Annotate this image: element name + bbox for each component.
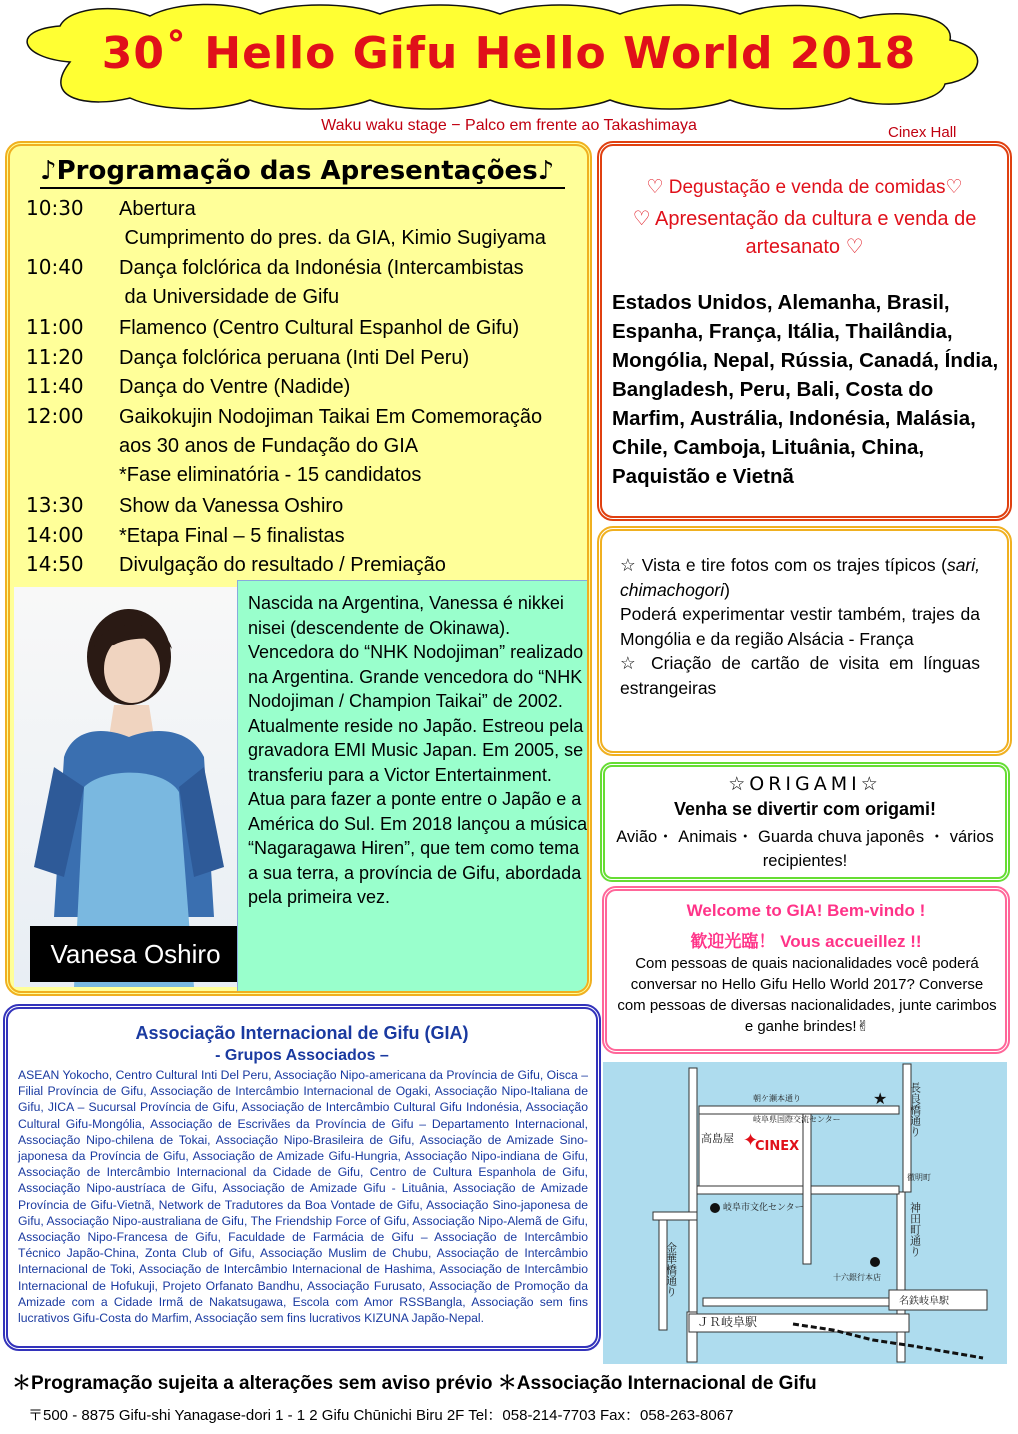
- program-row-time: 13:30: [26, 493, 84, 517]
- welcome-line-1: Welcome to GIA! Bem-vindo !: [686, 901, 926, 920]
- program-row-text: *Etapa Final – 5 finalistas: [119, 524, 345, 547]
- map-label-kinshin: 徹明町: [907, 1173, 931, 1182]
- food-culture-panel: [597, 141, 1012, 521]
- costume-line-2: Poderá experimentar vestir também, trajes da Mongólia e da região Alsácia - França: [620, 604, 980, 649]
- program-row-time: 12:00: [26, 403, 84, 428]
- page-title: 30˚ Hello Gifu Hello World 2018: [101, 28, 917, 79]
- program-row: [26, 372, 350, 402]
- gia-title: Associação Internacional de Gifu (GIA): [135, 1023, 469, 1043]
- program-row-text: Dança folclórica da Indonésia (Intercambistas: [119, 257, 524, 280]
- welcome-panel: [602, 886, 1010, 1054]
- gia-groups-list: ASEAN Yokocho, Centro Cultural Inti Del Peru, Associação Nipo-americana da Província de Gifu, Oisca – Filial Província de Gifu, Associação de Intercâmbio Internacional de Ogaki, Associação Nipo-Italiana de Gifu, JICA – Sucursal Província de Gifu, Associação de Intercâmbio Cultural Gifu Indonésia, Associação Cultural Gifu-Mongólia, Associação de Escrivães da Província de Gifu – Departamento Internacional, Associação Nipo-chilena de Tokai, Associação Nipo-Brasileira de Gifu, Associação de Amizade Sino-japonesa da Província de Gifu, Associação de Amizade Gifu-Hungria, Associação Nipo-indiana de Gifu, Associação de Intercâmbio Internacional da Cidade de Gifu, Centro de Cultura Espanhola de Gifu, Associação Nipo-austríaca de Gifu, Associação de Amizade Gifu - Lituânia, Associação de Amizade Província de Gifu-Vietnã, Network de Tradutores da Boa Vontade de Gifu, Associação Sino-japonesa de Gifu, Associação Nipo-australiana de Gifu, The Friendship Force of Gifu, Associação Nipo-Alemã de Gifu, Associação Nipo-Francesa de Gifu, Faculdade de Farmácia de Gifu – Associação de Intercâmbio Técnico Japão-China, Zonta Club of Gifu, Associação Muslim de Chubu, Associação de Intercâmbio Internacional de Toki, Associação de Intercâmbio Internacional de Hashima, Associação de Intercâmbio Internacional de Hofukuji, Projeto Orfanato Bandhu, Associação Furusato, Associação de Promoção da Amizade com a Cidade Irmã de Nakatsugawa, Escola com Amor RSSBangla, Associação sem fins lucrativos Gifu-Costa do Marfim, Associação sem fins lucrativos KIZUNA Japão-Nepal.: [18, 1068, 588, 1326]
- program-title-underline: [40, 187, 565, 189]
- program-row-text: *Fase eliminatória - 15 candidatos: [119, 464, 422, 487]
- food-line-2: ♡ Apresentação da cultura e venda de: [632, 208, 977, 230]
- program-row-text: Dança do Ventre (Nadide): [119, 376, 351, 399]
- program-panel: [5, 141, 592, 996]
- map-label-juroku: 十六銀行本店: [833, 1273, 881, 1282]
- map-label-kinka: 金華橋通り: [664, 1242, 678, 1297]
- program-title: ♪Programação das Apresentações♪: [40, 156, 555, 186]
- program-row-time: 14:00: [26, 522, 84, 547]
- program-row-time: 11:20: [26, 344, 84, 369]
- program-row-text: Dança folclórica peruana (Inti Del Peru): [119, 346, 470, 369]
- origami-items: Avião・ Animais・ Guarda chuva japonês ・ vários recipientes!: [616, 828, 994, 870]
- map-drawing: [603, 1062, 1007, 1364]
- footer-notice: ＊Programação sujeita a alterações sem aviso prévio ＊Associação Internacional de Gifu: [12, 1373, 817, 1394]
- costume-line-3: ☆ Criação de cartão de visita em línguas estrangeiras: [620, 653, 980, 698]
- program-row-time: 14:50: [26, 552, 84, 577]
- venue-label: Cinex Hall: [888, 124, 957, 141]
- program-row: [26, 194, 196, 224]
- bunka-marker-icon: [710, 1203, 720, 1213]
- map-label-jr: ＪＲ岐阜駅: [697, 1315, 758, 1329]
- bank-marker-icon: [870, 1257, 880, 1267]
- program-row: [26, 283, 339, 312]
- gia-panel: [3, 1004, 601, 1351]
- program-row-text: Show da Vanessa Oshiro: [119, 495, 344, 517]
- cinex-star-icon: ✦: [743, 1130, 759, 1151]
- costume-line-1-post: ): [724, 579, 730, 600]
- performer-bio-text: Nascida na Argentina, Vanessa é nikkei nisei (descendente de Okinawa). Vencedora do “NHK Nodojiman” realizado na Argentina. Grande vencedora do “NHK Nodojiman / Champion Taikai” de 2002. Atualmente reside no Japão. Estreou pela gravadora EMI Music Japan. Em 2005, se transferiu para a Victor Entertainment. Atua para fazer a ponte entre o Japão e a América do Sul. Em 2018 lançou a música “Nagaragawa Hiren”, que tem como tema a sua terra, a província de Gifu, abordada pela primeira vez.: [248, 593, 588, 907]
- performer-bio-panel: [237, 580, 592, 992]
- program-row: [26, 402, 542, 432]
- costume-text: [620, 553, 980, 700]
- program-row: [26, 461, 421, 490]
- program-row-text: da Universidade de Gifu: [119, 286, 340, 309]
- program-row-time: 10:30: [26, 196, 84, 220]
- program-row: [26, 432, 418, 461]
- program-row-text: Abertura: [119, 198, 196, 220]
- program-row-time: 11:00: [26, 314, 84, 339]
- map-label-kanda: 神田町通り: [908, 1202, 922, 1257]
- program-row-text: Gaikokujin Nodojiman Taikai Em Comemoração: [119, 405, 543, 428]
- program-row-time: 10:40: [26, 255, 84, 280]
- performer-name-label: Vanesa Oshiro: [30, 926, 241, 982]
- program-row: [26, 491, 343, 521]
- welcome-body: Com pessoas de quais nacionalidades você poderá conversar no Hello Gifu Hello World 2017? Converse com pessoas de diversas nacionalidades, junte carimbos e ganhe brindes!✌: [617, 955, 997, 1035]
- program-row-text: Divulgação do resultado / Premiação: [119, 554, 446, 577]
- food-line-1: ♡ Degustação e venda de comidas♡: [646, 177, 963, 198]
- program-row-text: Cumprimento do pres. da GIA, Kimio Sugiyama: [119, 226, 546, 249]
- origami-title: ☆ORIGAMI☆: [728, 773, 882, 795]
- center-star-icon: ★: [873, 1089, 888, 1108]
- map-label-asahi: 朝ケ瀬本通り: [753, 1094, 801, 1103]
- gia-subtitle: - Grupos Associados –: [215, 1047, 389, 1064]
- map-label-nagara: 長良橋通り: [908, 1082, 922, 1137]
- origami-subtitle: Venha se divertir com origami!: [673, 799, 937, 819]
- program-row: [26, 313, 519, 343]
- program-row: [26, 253, 524, 283]
- program-row-text: aos 30 anos de Fundação do GIA: [119, 434, 419, 457]
- map-label-center: 岐阜県国際交流センター: [753, 1115, 841, 1124]
- countries-list: Estados Unidos, Alemanha, Brasil, Espanha, França, Itália, Thailândia, Mongólia, Nepal, Rússia, Canadá, Índia, Bangladesh, Peru, Bali, Costa do Marfim, Austrália, Indonésia, Malásia, Chile, Camboja, Lituânia, China, Paquistão e Vietnã: [612, 291, 999, 488]
- program-row-time: 11:40: [26, 374, 84, 399]
- program-row-text: Flamenco (Centro Cultural Espanhol de Gifu): [119, 316, 520, 339]
- map-label-takashimaya: 高島屋: [701, 1132, 734, 1145]
- costume-line-1-pre: ☆ Vista e tire fotos com os trajes típicos (: [620, 555, 947, 575]
- costume-panel: [597, 526, 1012, 756]
- map-label-cinex: CINEX: [755, 1139, 800, 1154]
- origami-panel: [600, 762, 1010, 882]
- program-row: [26, 224, 546, 253]
- location-map: [603, 1062, 1007, 1364]
- program-row: [26, 550, 446, 580]
- food-line-3: artesanato ♡: [745, 236, 864, 258]
- map-label-bunka: 岐阜市文化センター: [723, 1203, 804, 1213]
- welcome-line-2: 歓迎光臨！ Vous accueillez !!: [690, 932, 922, 951]
- costume-line-1-em: sari, chimachogori: [620, 555, 980, 600]
- map-label-meitetsu: 名鉄岐阜駅: [899, 1296, 949, 1307]
- program-row: [26, 521, 345, 551]
- program-row: [26, 343, 469, 373]
- footer-address: 〒500 - 8875 Gifu-shi Yanagase-dori 1 - 1 2 Gifu Chūnichi Biru 2F Tel：058-214-7703 Fax：058-263-8067: [28, 1407, 734, 1424]
- stage-subtitle: Waku waku stage − Palco em frente ao Takashimaya: [321, 117, 697, 134]
